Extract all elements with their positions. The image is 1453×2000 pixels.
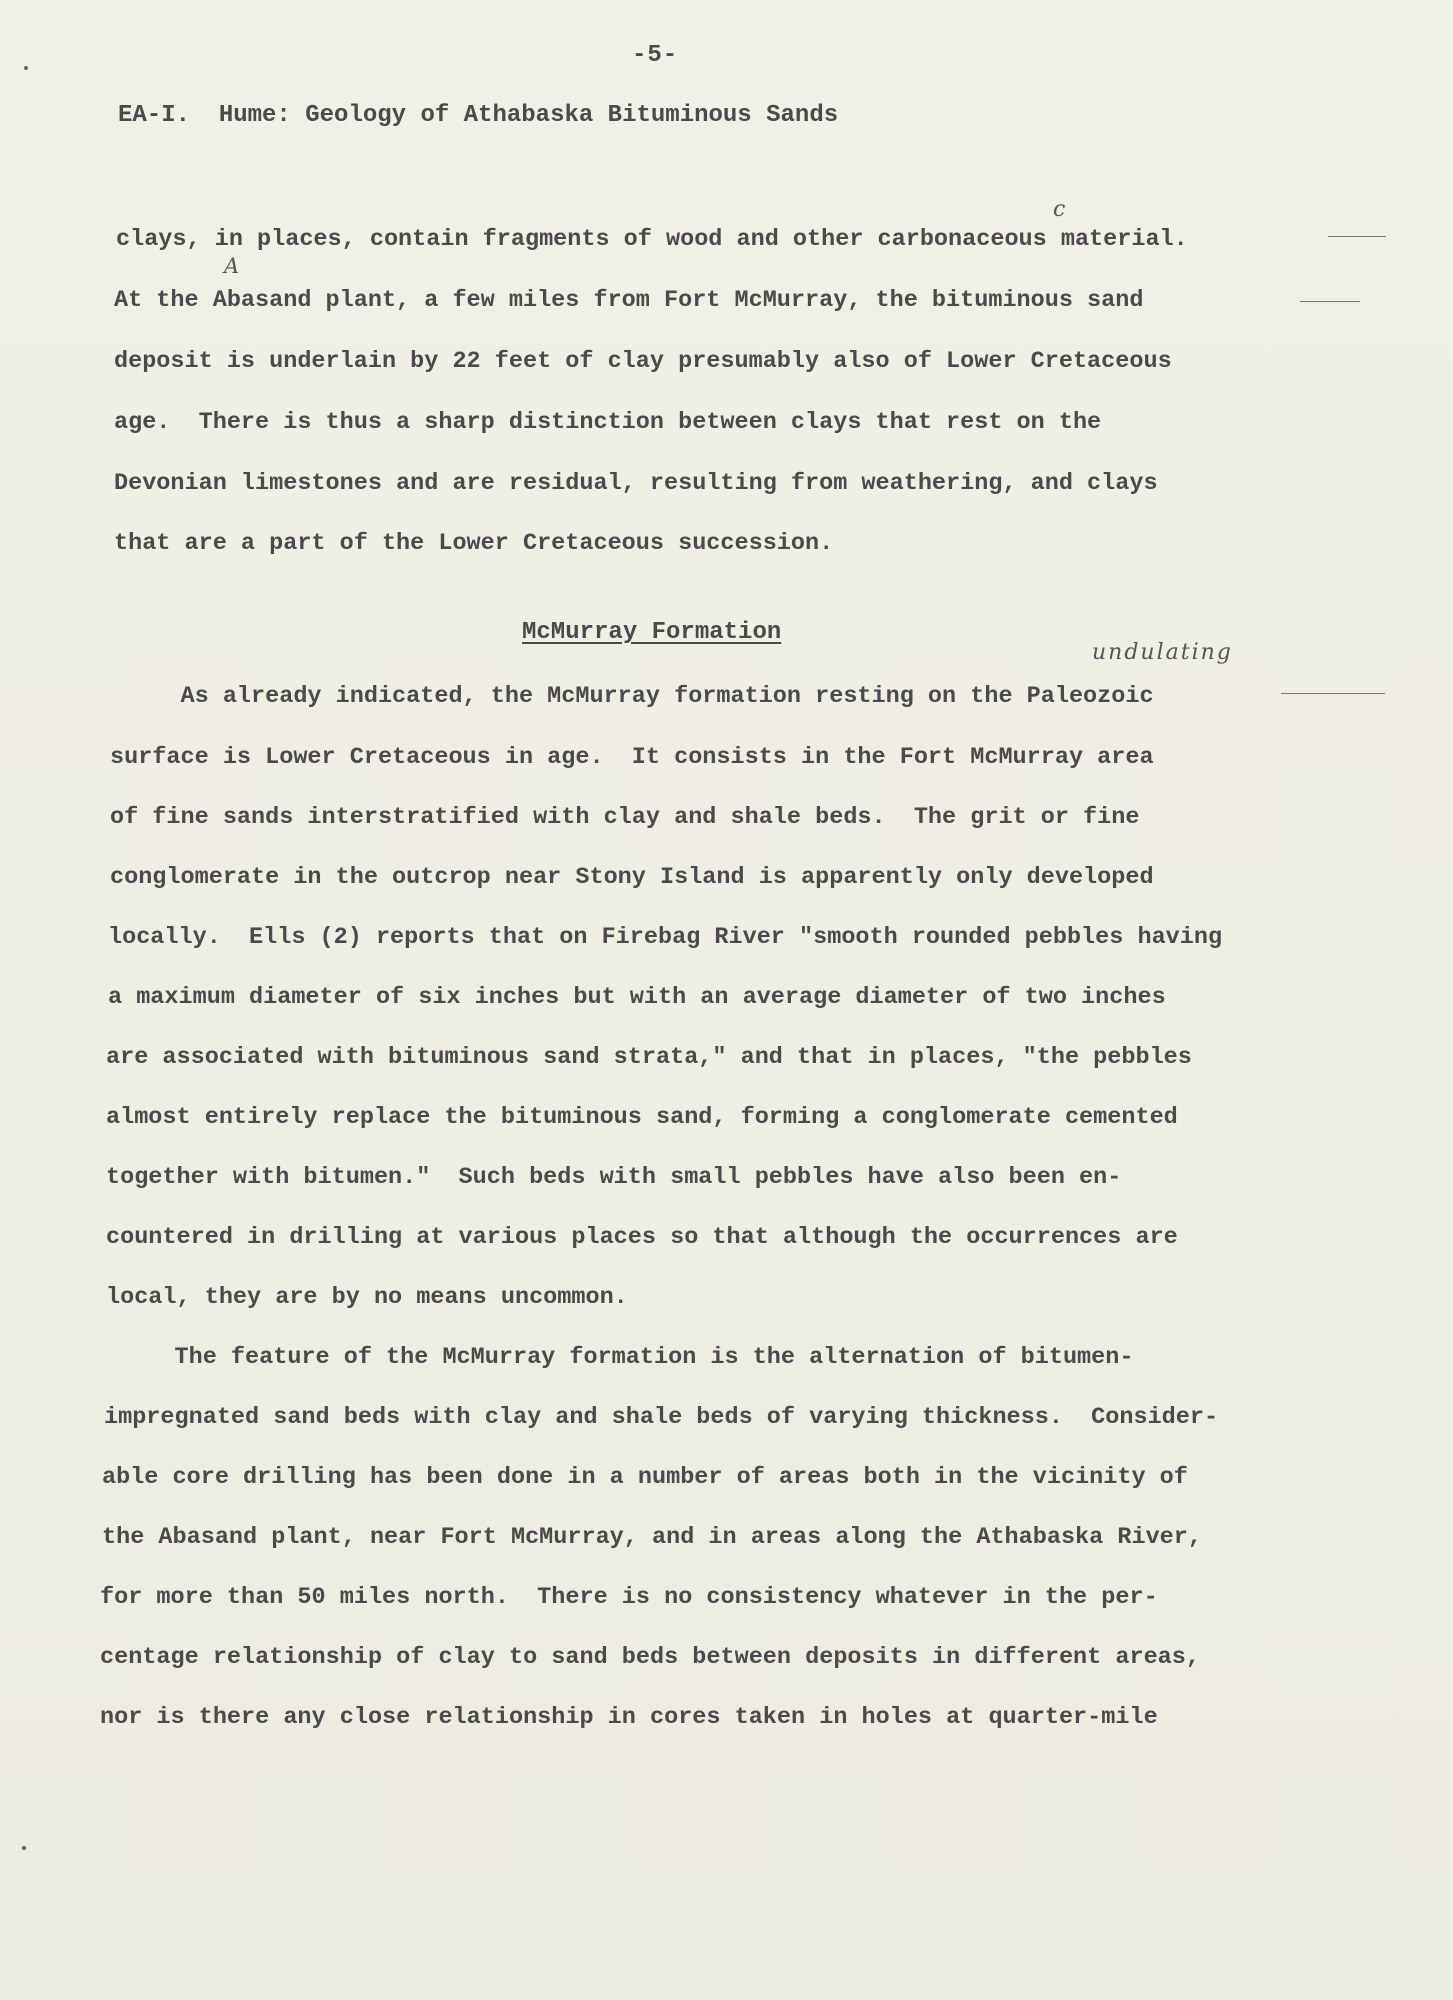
margin-mark [1300, 301, 1360, 302]
text-line: age. There is thus a sharp distinction between clays that rest on the [114, 409, 1102, 436]
text-line: countered in drilling at various places so that although the occurrences are [106, 1224, 1178, 1251]
running-head: EA-I. Hume: Geology of Athabaska Bituminous Sands [118, 102, 839, 129]
text-line: almost entirely replace the bituminous sand, forming a conglomerate cemented [106, 1104, 1178, 1131]
text-line: a maximum diameter of six inches but with an average diameter of two inches [108, 984, 1166, 1011]
handwritten-c-correction: c [1053, 197, 1066, 222]
section-heading: McMurray Formation [522, 619, 782, 646]
margin-mark [1281, 693, 1385, 694]
text-line: At the Abasand plant, a few miles from Fort McMurray, the bituminous sand [114, 287, 1144, 314]
handwritten-undulating-insertion: undulating [1092, 640, 1233, 665]
text-line: are associated with bituminous sand strata," and that in places, "the pebbles [106, 1044, 1192, 1071]
text-line: impregnated sand beds with clay and shale beds of varying thickness. Consider- [104, 1404, 1219, 1431]
text-line: clays, in places, contain fragments of wood and other carbonaceous material. [116, 226, 1188, 253]
text-line: The feature of the McMurray formation is the alternation of bitumen- [104, 1344, 1134, 1371]
text-line: local, they are by no means uncommon. [106, 1284, 628, 1311]
text-line: locally. Ells (2) reports that on Firebag River "smooth rounded pebbles having [108, 924, 1223, 951]
text-line: together with bitumen." Such beds with small pebbles have also been en- [106, 1164, 1122, 1191]
text-line: nor is there any close relationship in cores taken in holes at quarter-mile [100, 1704, 1158, 1731]
text-line: that are a part of the Lower Cretaceous succession. [114, 530, 834, 557]
text-line: for more than 50 miles north. There is no consistency whatever in the per- [100, 1584, 1158, 1611]
text-line: able core drilling has been done in a number of areas both in the vicinity of [102, 1464, 1188, 1491]
text-line: centage relationship of clay to sand beds between deposits in different areas, [100, 1644, 1200, 1671]
text-line: Devonian limestones and are residual, resulting from weathering, and clays [114, 470, 1158, 497]
text-line: As already indicated, the McMurray formation resting on the Paleozoic [110, 683, 1154, 710]
text-line: surface is Lower Cretaceous in age. It consists in the Fort McMurray area [110, 744, 1154, 771]
margin-dot [24, 66, 28, 70]
text-line: deposit is underlain by 22 feet of clay presumably also of Lower Cretaceous [114, 348, 1172, 375]
handwritten-a-correction: A [224, 254, 240, 278]
margin-mark [1328, 236, 1386, 237]
page-number: -5- [632, 42, 679, 69]
text-line: conglomerate in the outcrop near Stony Island is apparently only developed [110, 864, 1154, 891]
margin-dot [22, 1846, 26, 1850]
text-line: the Abasand plant, near Fort McMurray, and in areas along the Athabaska River, [102, 1524, 1202, 1551]
text-line: of fine sands interstratified with clay and shale beds. The grit or fine [110, 804, 1140, 831]
